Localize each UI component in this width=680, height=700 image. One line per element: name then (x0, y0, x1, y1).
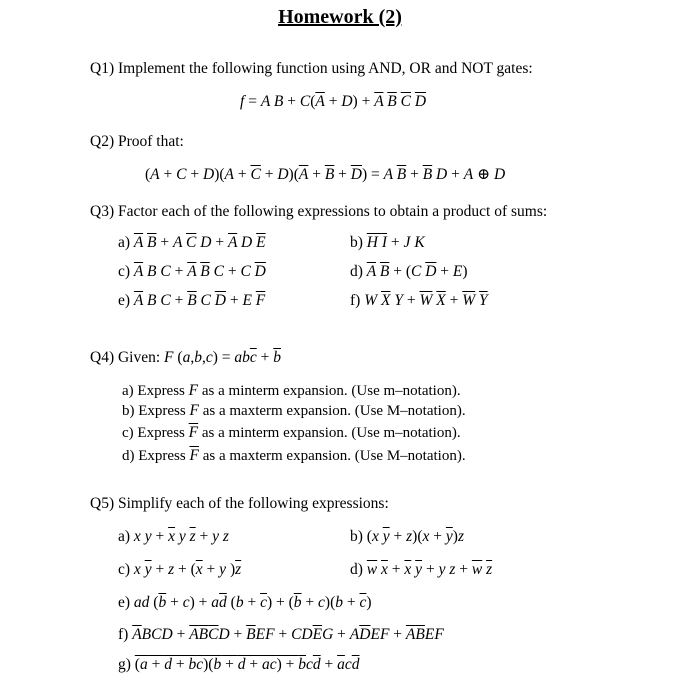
q5-item-f: f) $\overline{A}BCD + \overline{A}\overline{B}\overline{C}D + \overline{B}EF + CD\overline{E}G + A\overline{D}EF + \overline{A}\overline{B}EF$ (118, 626, 444, 643)
q4-given: F $(a,b,c) = ab\overline{c} + \overline{b}$ (164, 349, 281, 366)
q5-item-b: b) (x $\overline{y} + z)(x + \overline{y})z$ (350, 528, 464, 545)
q4-item-b: b) Express F as a maxterm expansion. (Use M–notation). (122, 402, 466, 419)
q5-prompt: Q5) Simplify each of the following expressions: (90, 495, 389, 512)
q4-item-d: d) Express $\overline{F}$ as a maxterm expansion. (Use M–notation). (122, 447, 466, 464)
q3-item-d: d) $\overline{A}$ $\overline{B} + (C$ $\overline{D} + E$) (350, 263, 468, 280)
page-title: Homework (2) (278, 6, 402, 28)
q1-prompt: Q1) Implement the following function using AND, OR and NOT gates: (90, 60, 533, 77)
q3-item-b: b) $\overline{H}$ $\overline{I} + J$ K (350, 234, 425, 251)
q3-prompt: Q3) Factor each of the following expressions to obtain a product of sums: (90, 203, 548, 220)
q5-item-e: e) ad $(\overline{b} + c) + a\overline{d}$ $(b + \overline{c}) + (\overline{b} + c)(b + \overline{c})$ (118, 594, 372, 611)
q5-item-a: a) x $y + \overline{x}$ y $\overline{z} + y$ z (118, 528, 229, 545)
q5-item-g: g) $(a + d + bc)(b + d + ac) + \overline{b}c\overline{d} + \overline{a}c\overline{d}$ (118, 656, 360, 673)
q1-equation: f = A $B + C(\overline{A} + D) + \overline{A}$ $\overline{B}$ $\overline{C}$ $\overline{D}$ (240, 93, 427, 110)
q3-item-c: c) $\overline{A}$ B $C + \overline{A}$ $\overline{B}$ C + C $\overline{D}$ (118, 263, 266, 280)
q2-equation: $(A + C + D)(A + \overline{C} + D)(\overline{A} + \overline{B} + \overline{D}) = A$ $\overline{B} + \overline{B}$ D + A ⊕ D (145, 166, 506, 183)
q4-prompt: Q4) Given: F $(a,b,c) = ab\overline{c} + \overline{b}$ (90, 349, 281, 366)
q2-prompt: Q2) Proof that: (90, 133, 184, 150)
q5-item-d: d) $\overline{w}$ $\overline{x} + \overline{x}$ $\overline{y} + y$ $z + \overline{w}$ $\overline{z}$ (350, 561, 493, 578)
q3-item-e: e) $\overline{A}$ B $C + \overline{B}$ C $\overline{D} + E$ $\overline{F}$ (118, 292, 266, 309)
q3-item-a: a) $\overline{A}$ $\overline{B} + A$ $\overline{C}$ $D + \overline{A}$ D $\overline{E}$ (118, 234, 266, 251)
q4-item-a: a) Express F as a minterm expansion. (Use m–notation). (122, 382, 461, 399)
q3-item-f: f) W $\overline{X}$ $Y + \overline{W}$ $\overline{X} + \overline{W}$ $\overline{Y}$ (350, 292, 488, 309)
q4-item-c: c) Express $\overline{F}$ as a minterm expansion. (Use m–notation). (122, 424, 461, 441)
q5-item-c: c) x $\overline{y} + z + (\overline{x} + y$ )$\overline{z}$ (118, 561, 242, 578)
